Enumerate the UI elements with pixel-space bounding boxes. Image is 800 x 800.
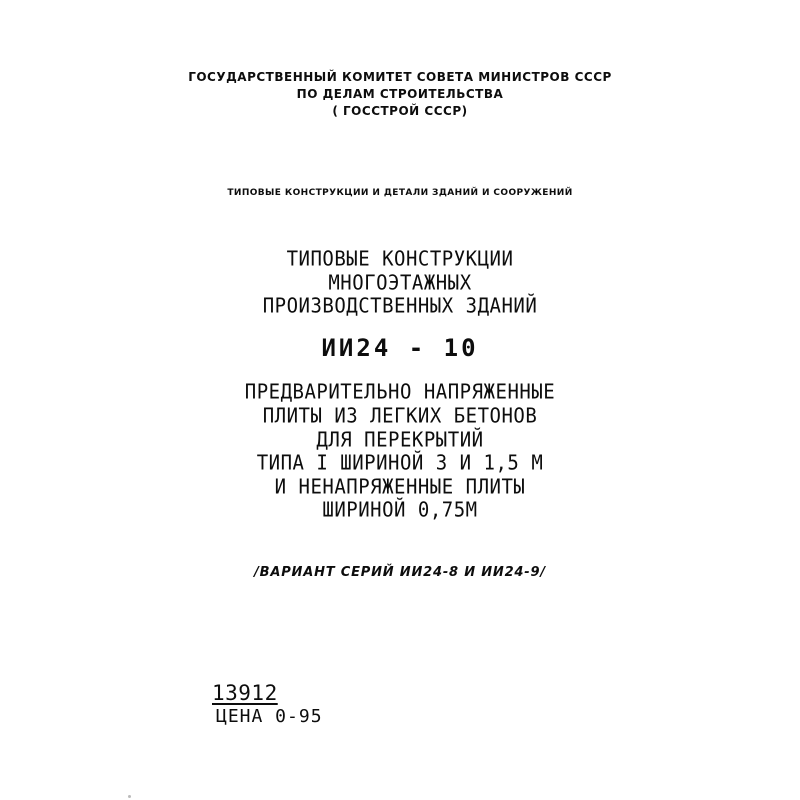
series-code: ИИ24 - 10 (321, 334, 479, 362)
title-line1: ТИПОВЫЕ КОНСТРУКЦИИ (286, 247, 514, 271)
subtitle-line1: ПРЕДВАРИТЕЛЬНО НАПРЯЖЕННЫЕ (244, 380, 556, 404)
scan-speck (128, 795, 131, 798)
committee-name-line2: ПО ДЕЛАМ СТРОИТЕЛЬСТВА (296, 87, 504, 101)
subtitle-line6: ШИРИНОЙ 0,75М (322, 498, 478, 522)
series-caption: ТИПОВЫЕ КОНСТРУКЦИИ И ДЕТАЛИ ЗДАНИЙ И СООРУЖЕНИЙ (227, 188, 573, 198)
subtitle-line3: ДЛЯ ПЕРЕКРЫТИЙ (316, 428, 484, 452)
subtitle-line5: И НЕНАПРЯЖЕННЫЕ ПЛИТЫ (274, 475, 526, 499)
price-label: ЦЕНА 0-95 (216, 706, 323, 727)
committee-abbreviation: ( ГОССТРОЙ СССР) (332, 104, 468, 118)
subtitle-line4: ТИПА I ШИРИНОЙ 3 И 1,5 М (256, 451, 544, 475)
title-line3: ПРОИЗВОДСТВЕННЫХ ЗДАНИЙ (262, 294, 538, 318)
committee-name-line1: ГОСУДАРСТВЕННЫЙ КОМИТЕТ СОВЕТА МИНИСТРОВ СССР (188, 70, 612, 84)
catalog-number: 13912 (212, 681, 278, 705)
title-line2: МНОГОЭТАЖНЫХ (328, 271, 472, 295)
variant-note: /ВАРИАНТ СЕРИЙ ИИ24-8 И ИИ24-9/ (254, 565, 546, 580)
subtitle-line2: ПЛИТЫ ИЗ ЛЕГКИХ БЕТОНОВ (262, 404, 538, 428)
